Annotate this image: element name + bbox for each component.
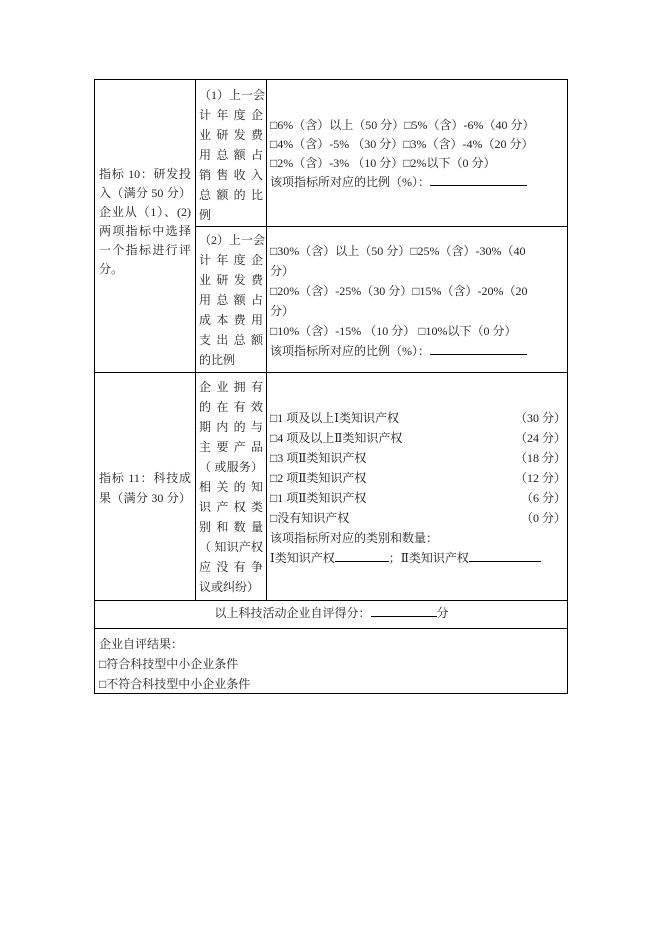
count-label: 该项指标所对应的类别和数量： xyxy=(270,531,439,545)
option-checkbox[interactable]: □6%（含）以上（50 分）□5%（含）-6%（40 分） xyxy=(270,118,535,132)
total-score-input[interactable] xyxy=(371,604,437,617)
divider xyxy=(266,80,267,600)
ratio-input[interactable] xyxy=(430,173,527,186)
option-text: □3 项Ⅱ类知识产权 xyxy=(270,451,367,465)
type1-label: Ⅰ类知识产权 xyxy=(270,551,335,565)
text-line: （ 或服务） xyxy=(199,460,263,474)
option-score: （12 分） xyxy=(514,471,566,485)
sub2-label xyxy=(199,230,266,370)
option-checkbox[interactable]: □30%（含）以上（50 分）□25%（含）-30%（40 xyxy=(270,244,526,258)
text-line: 企业从（1）、(2) xyxy=(99,205,191,219)
ratio-label: 该项指标所对应的比例（%）： xyxy=(270,344,430,358)
option-checkbox[interactable] xyxy=(270,428,566,448)
option-checkbox[interactable] xyxy=(270,508,566,528)
text-line: （ 知识产权 xyxy=(199,540,263,554)
text-line: 期 内 的 与 xyxy=(199,420,263,434)
option-score: （30 分） xyxy=(514,411,566,425)
option-text: □2 项Ⅱ类知识产权 xyxy=(270,471,367,485)
divider xyxy=(95,600,568,601)
text-line: 企 业 拥 有 xyxy=(199,380,263,394)
text-line: 计 年 度 企 xyxy=(199,253,263,267)
text-line: 例 xyxy=(199,208,212,222)
indicator11-label xyxy=(99,468,191,508)
indicator11-options xyxy=(270,408,566,568)
text-line: （2）上一会 xyxy=(199,233,266,247)
text-line: 用 总 额 占 xyxy=(199,148,263,162)
option-checkbox[interactable] xyxy=(270,488,566,508)
count-row xyxy=(270,548,566,568)
text-line: 销 售 收 入 xyxy=(199,168,263,182)
indicator10-label xyxy=(99,165,191,279)
result-section xyxy=(99,634,250,694)
text-line: 总 额 的 比 xyxy=(199,188,263,202)
text-line: 业 研 发 费 xyxy=(199,273,263,287)
text-line: 业 研 发 费 xyxy=(199,128,263,142)
option-checkbox[interactable] xyxy=(270,468,566,488)
option-checkbox[interactable]: □20%（含）-25%（30 分）□15%（含）-20%（20 xyxy=(270,284,528,298)
text-line: 果（满分 30 分） xyxy=(99,491,191,505)
option-checkbox[interactable]: □4%（含）-5% （30 分）□3%（含）-4%（20 分） xyxy=(270,137,534,151)
result-option-qualified[interactable]: □符合科技型中小企业条件 xyxy=(99,657,239,671)
divider xyxy=(195,80,196,600)
option-text: □1 项Ⅱ类知识产权 xyxy=(270,491,367,505)
option-text: □没有知识产权 xyxy=(270,511,350,525)
ratio-label: 该项指标所对应的比例（%）： xyxy=(270,175,430,189)
type1-input[interactable] xyxy=(335,549,389,562)
indicator11-desc xyxy=(199,377,263,597)
text-line: 支 出 总 额 xyxy=(199,333,263,347)
text-line: 计 年 度 企 xyxy=(199,108,263,122)
ratio-row xyxy=(270,173,534,192)
option-checkbox[interactable]: □10%（含）-15% （10 分） □10%以下（0 分） xyxy=(270,324,517,338)
option-score: （18 分） xyxy=(514,451,566,465)
text-line: 的比例 xyxy=(199,353,236,367)
ratio-row xyxy=(270,341,527,361)
type2-label: Ⅱ类知识产权 xyxy=(400,551,469,565)
text-line: 相 关 的 知 xyxy=(199,480,263,494)
option-text: 分） xyxy=(270,264,295,278)
divider xyxy=(195,226,568,227)
text-line: 一个指标进行评 xyxy=(99,243,191,257)
option-score: （0 分） xyxy=(520,511,566,525)
option-text: 分） xyxy=(270,304,295,318)
result-option-unqualified[interactable]: □不符合科技型中小企业条件 xyxy=(99,677,251,691)
evaluation-table xyxy=(94,79,568,694)
divider xyxy=(95,628,568,629)
option-checkbox[interactable] xyxy=(270,448,566,468)
total-label: 以上科技活动企业自评得分： xyxy=(214,606,371,620)
option-checkbox[interactable]: □2%（含）-3% （10 分）□2%以下（0 分） xyxy=(270,156,496,170)
text-line: 别 和 数 量 xyxy=(199,520,263,534)
text-line: 应 没 有 争 xyxy=(199,560,263,574)
option-checkbox[interactable] xyxy=(270,408,566,428)
text-line: 入（满分 50 分） xyxy=(99,186,191,200)
text-line: 的 在 有 效 xyxy=(199,400,263,414)
option-score: （6 分） xyxy=(520,491,566,505)
text-line: 议或纠纷） xyxy=(199,580,260,594)
option-text: □4 项及以上Ⅱ类知识产权 xyxy=(270,431,403,445)
text-line: 成 本 费 用 xyxy=(199,313,263,327)
text-line: 两项指标中选择 xyxy=(99,224,191,238)
text-line: （1）上一会 xyxy=(199,88,266,102)
sub2-options xyxy=(270,241,527,361)
type2-input[interactable] xyxy=(469,549,541,562)
separator: ； xyxy=(388,551,401,565)
option-text: □1 项及以上Ⅰ类知识产权 xyxy=(270,411,399,425)
text-line: 主 要 产 品 xyxy=(199,440,263,454)
divider xyxy=(95,372,568,373)
sub1-label xyxy=(199,85,266,225)
sub1-options xyxy=(270,116,534,192)
text-line: 用 总 额 占 xyxy=(199,293,263,307)
text-line: 分。 xyxy=(99,262,124,276)
text-line: 识 产 权 类 xyxy=(199,500,263,514)
text-line: 指标 10：研发投 xyxy=(99,167,191,181)
text-line: 指标 11：科技成 xyxy=(99,471,191,485)
total-unit: 分 xyxy=(436,606,449,620)
total-score-row xyxy=(95,604,568,623)
ratio-input[interactable] xyxy=(430,342,527,355)
result-title: 企业自评结果： xyxy=(99,637,184,651)
option-score: （24 分） xyxy=(514,431,566,445)
